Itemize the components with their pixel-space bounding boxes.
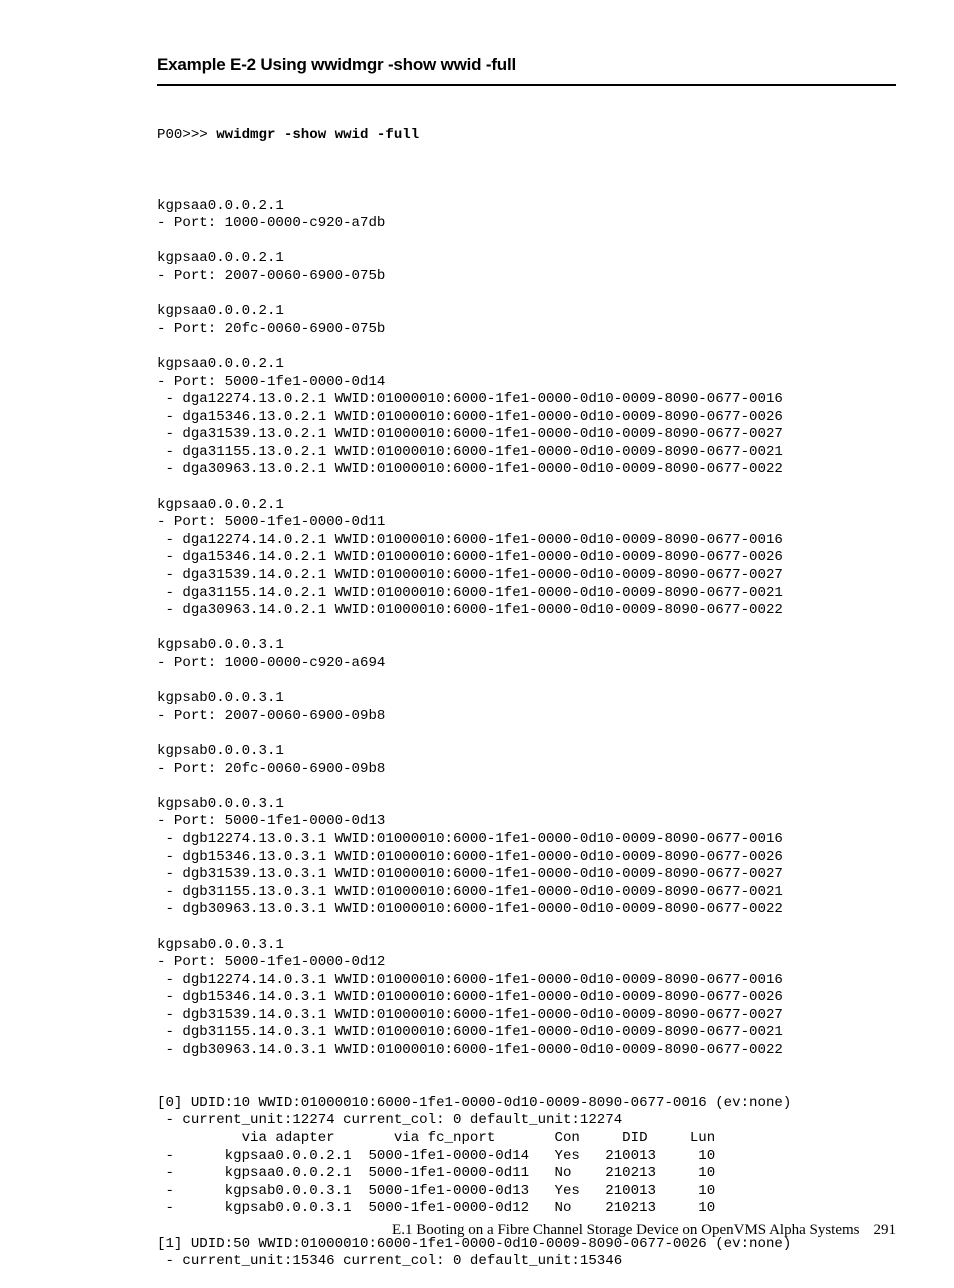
output-line: - dgb12274.13.0.3.1 WWID:01000010:6000-1fe1-0000-0d10-0009-8090-0677-0016 <box>157 830 783 847</box>
output-line: - Port: 2007-0060-6900-09b8 <box>157 707 386 724</box>
output-line: - current_unit:12274 current_col: 0 default_unit:12274 <box>157 1112 623 1129</box>
output-line: - Port: 1000-0000-c920-a694 <box>157 655 386 671</box>
output-line: kgpsab0.0.0.3.1 <box>157 690 284 707</box>
command-line <box>157 127 791 145</box>
output-line: - dgb31155.13.0.3.1 WWID:01000010:6000-1fe1-0000-0d10-0009-8090-0677-0021 <box>157 883 783 900</box>
output-line: - dgb30963.13.0.3.1 WWID:01000010:6000-1fe1-0000-0d10-0009-8090-0677-0022 <box>157 901 783 918</box>
output-line: - dgb15346.13.0.3.1 WWID:01000010:6000-1fe1-0000-0d10-0009-8090-0677-0026 <box>157 848 783 865</box>
title-rule <box>157 84 896 86</box>
output-line: - Port: 5000-1fe1-0000-0d13 <box>157 813 386 830</box>
output-line: - kgpsab0.0.0.3.1 5000-1fe1-0000-0d13 Yes 210013 10 <box>157 1182 716 1199</box>
output-line: - dgb12274.14.0.3.1 WWID:01000010:6000-1fe1-0000-0d10-0009-8090-0677-0016 <box>157 971 783 988</box>
output-line <box>157 1060 791 1078</box>
output-line: - dgb30963.14.0.3.1 WWID:01000010:6000-1fe1-0000-0d10-0009-8090-0677-0022 <box>157 1042 783 1059</box>
output-line: kgpsaa0.0.0.2.1 <box>157 303 284 320</box>
output-line: - dgb31155.14.0.3.1 WWID:01000010:6000-1fe1-0000-0d10-0009-8090-0677-0021 <box>157 1024 783 1041</box>
output-line: - kgpsab0.0.0.3.1 5000-1fe1-0000-0d12 No 210213 10 <box>157 1200 716 1217</box>
output-line: via adapter via fc_nport Con DID Lun <box>157 1130 716 1147</box>
output-line: kgpsab0.0.0.3.1 <box>157 795 284 812</box>
output-line: - Port: 20fc-0060-6900-09b8 <box>157 760 386 777</box>
output-line: kgpsab0.0.0.3.1 <box>157 936 284 953</box>
output-line: - dga15346.13.0.2.1 WWID:01000010:6000-1fe1-0000-0d10-0009-8090-0677-0026 <box>157 408 783 425</box>
page-number: 291 <box>873 1222 896 1238</box>
code-listing <box>157 92 791 1288</box>
output-line: kgpsaa0.0.0.2.1 <box>157 250 284 267</box>
output-line <box>157 479 791 497</box>
output-line: - dga31155.14.0.2.1 WWID:01000010:6000-1fe1-0000-0d10-0009-8090-0677-0021 <box>157 584 783 601</box>
output-line: - Port: 5000-1fe1-0000-0d14 <box>157 373 386 390</box>
output-line <box>157 180 791 198</box>
output-line: - dga31539.13.0.2.1 WWID:01000010:6000-1fe1-0000-0d10-0009-8090-0677-0027 <box>157 426 783 443</box>
output-line: - dgb15346.14.0.3.1 WWID:01000010:6000-1fe1-0000-0d10-0009-8090-0677-0026 <box>157 989 783 1006</box>
console-prompt: P00>>> <box>157 127 217 144</box>
output-line: [0] UDID:10 WWID:01000010:6000-1fe1-0000-0d10-0009-8090-0677-0016 (ev:none) <box>157 1094 792 1111</box>
output-line <box>157 620 791 638</box>
output-line <box>157 233 791 251</box>
output-line: - dga12274.13.0.2.1 WWID:01000010:6000-1fe1-0000-0d10-0009-8090-0677-0016 <box>157 391 783 408</box>
output-line <box>157 673 791 691</box>
output-line: - dgb31539.14.0.3.1 WWID:01000010:6000-1fe1-0000-0d10-0009-8090-0677-0027 <box>157 1006 783 1023</box>
output-line: - kgpsaa0.0.0.2.1 5000-1fe1-0000-0d14 Yes 210013 10 <box>157 1147 716 1164</box>
output-line: kgpsaa0.0.0.2.1 <box>157 355 284 372</box>
output-line: - Port: 2007-0060-6900-075b <box>157 267 386 284</box>
output-line: - kgpsaa0.0.0.2.1 5000-1fe1-0000-0d11 No 210213 10 <box>157 1165 716 1182</box>
output-line: - dga12274.14.0.2.1 WWID:01000010:6000-1fe1-0000-0d10-0009-8090-0677-0016 <box>157 531 783 548</box>
output-line: - dga31539.14.0.2.1 WWID:01000010:6000-1fe1-0000-0d10-0009-8090-0677-0027 <box>157 567 783 584</box>
output-line: - dga31155.13.0.2.1 WWID:01000010:6000-1fe1-0000-0d10-0009-8090-0677-0021 <box>157 443 783 460</box>
output-line: - dga30963.14.0.2.1 WWID:01000010:6000-1fe1-0000-0d10-0009-8090-0677-0022 <box>157 602 783 619</box>
output-line: [1] UDID:50 WWID:01000010:6000-1fe1-0000-0d10-0009-8090-0677-0026 (ev:none) <box>157 1235 792 1252</box>
output-line: - Port: 5000-1fe1-0000-0d11 <box>157 514 386 531</box>
console-command: wwidmgr -show wwid -full <box>216 127 420 144</box>
output-line: - Port: 1000-0000-c920-a7db <box>157 215 386 232</box>
example-title: Example E-2 Using wwidmgr -show wwid -full <box>157 55 517 74</box>
output-line: - dgb31539.13.0.3.1 WWID:01000010:6000-1fe1-0000-0d10-0009-8090-0677-0027 <box>157 866 783 883</box>
output-line <box>157 1077 791 1095</box>
output-line: - Port: 5000-1fe1-0000-0d12 <box>157 954 386 971</box>
output-lines <box>157 180 791 1271</box>
output-line: kgpsab0.0.0.3.1 <box>157 637 284 654</box>
output-line: kgpsaa0.0.0.2.1 <box>157 496 284 513</box>
output-line: kgpsaa0.0.0.2.1 <box>157 197 284 214</box>
output-line: kgpsab0.0.0.3.1 <box>157 742 284 759</box>
output-line <box>157 338 791 356</box>
output-line <box>157 919 791 937</box>
output-line <box>157 778 791 796</box>
output-line: - Port: 20fc-0060-6900-075b <box>157 320 386 337</box>
output-line: - current_unit:15346 current_col: 0 default_unit:15346 <box>157 1253 623 1270</box>
output-line: - dga15346.14.0.2.1 WWID:01000010:6000-1fe1-0000-0d10-0009-8090-0677-0026 <box>157 549 783 566</box>
footer-section-title: E.1 Booting on a Fibre Channel Storage Device on OpenVMS Alpha Systems <box>392 1222 860 1238</box>
output-line <box>157 286 791 304</box>
output-line <box>157 725 791 743</box>
page-footer <box>392 1222 896 1239</box>
output-line: - dga30963.13.0.2.1 WWID:01000010:6000-1fe1-0000-0d10-0009-8090-0677-0022 <box>157 461 783 478</box>
